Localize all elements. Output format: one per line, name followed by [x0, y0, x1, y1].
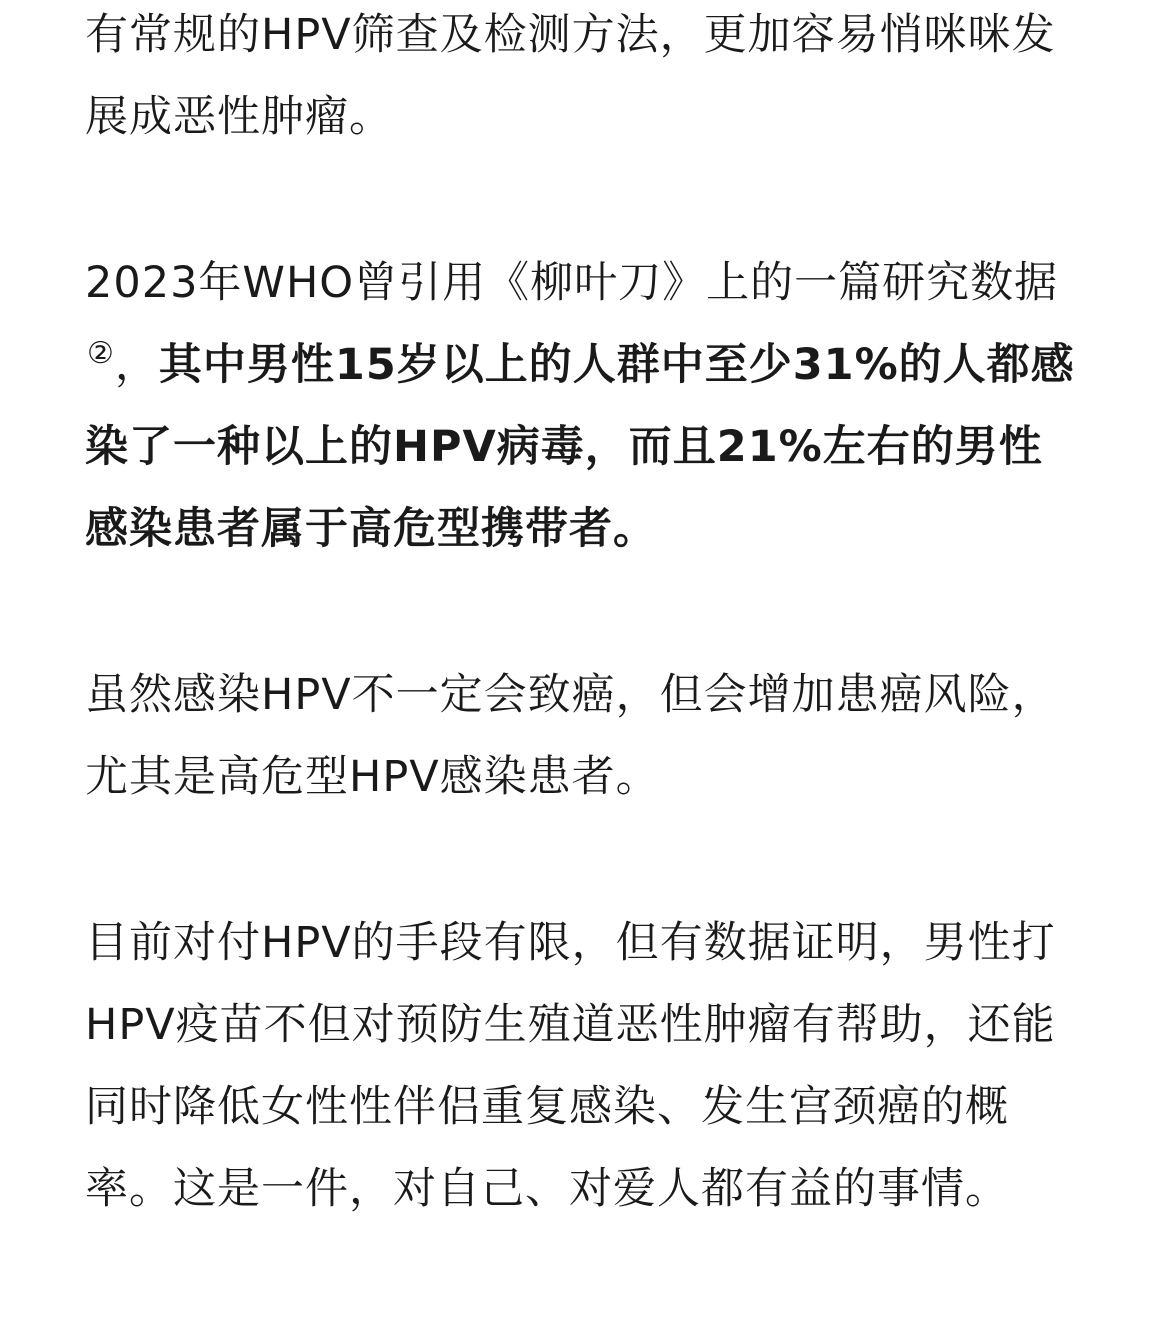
paragraph-who-data-punct: ， — [114, 340, 159, 390]
article-body — [85, 0, 1085, 1230]
paragraph-who-data-bold: 其中男性15岁以上的人群中至少31%的人都感染了一种以上的HPV病毒，而且21%左右的男性感染患者属于高危型携带者。 — [85, 340, 1075, 554]
paragraph-who-data — [85, 242, 1085, 570]
paragraph-vaccine: 目前对付HPV的手段有限，但有数据证明，男性打HPV疫苗不但对预防生殖道恶性肿瘤有帮助，还能同时降低女性性伴侣重复感染、发生宫颈癌的概率。这是一件，对自己、对爱人都有益的事情。 — [85, 918, 1056, 1214]
paragraph-who-data-text: 2023年WHO曾引用《柳叶刀》上的一篇研究数据 — [85, 258, 1059, 308]
paragraph-cancer-risk: 虽然感染HPV不一定会致癌，但会增加患癌风险，尤其是高危型HPV感染患者。 — [85, 670, 1056, 802]
citation-marker[interactable]: ② — [87, 336, 115, 371]
paragraph-screening: 有常规的HPV筛查及检测方法，更加容易悄咪咪发展成恶性肿瘤。 — [85, 10, 1056, 142]
